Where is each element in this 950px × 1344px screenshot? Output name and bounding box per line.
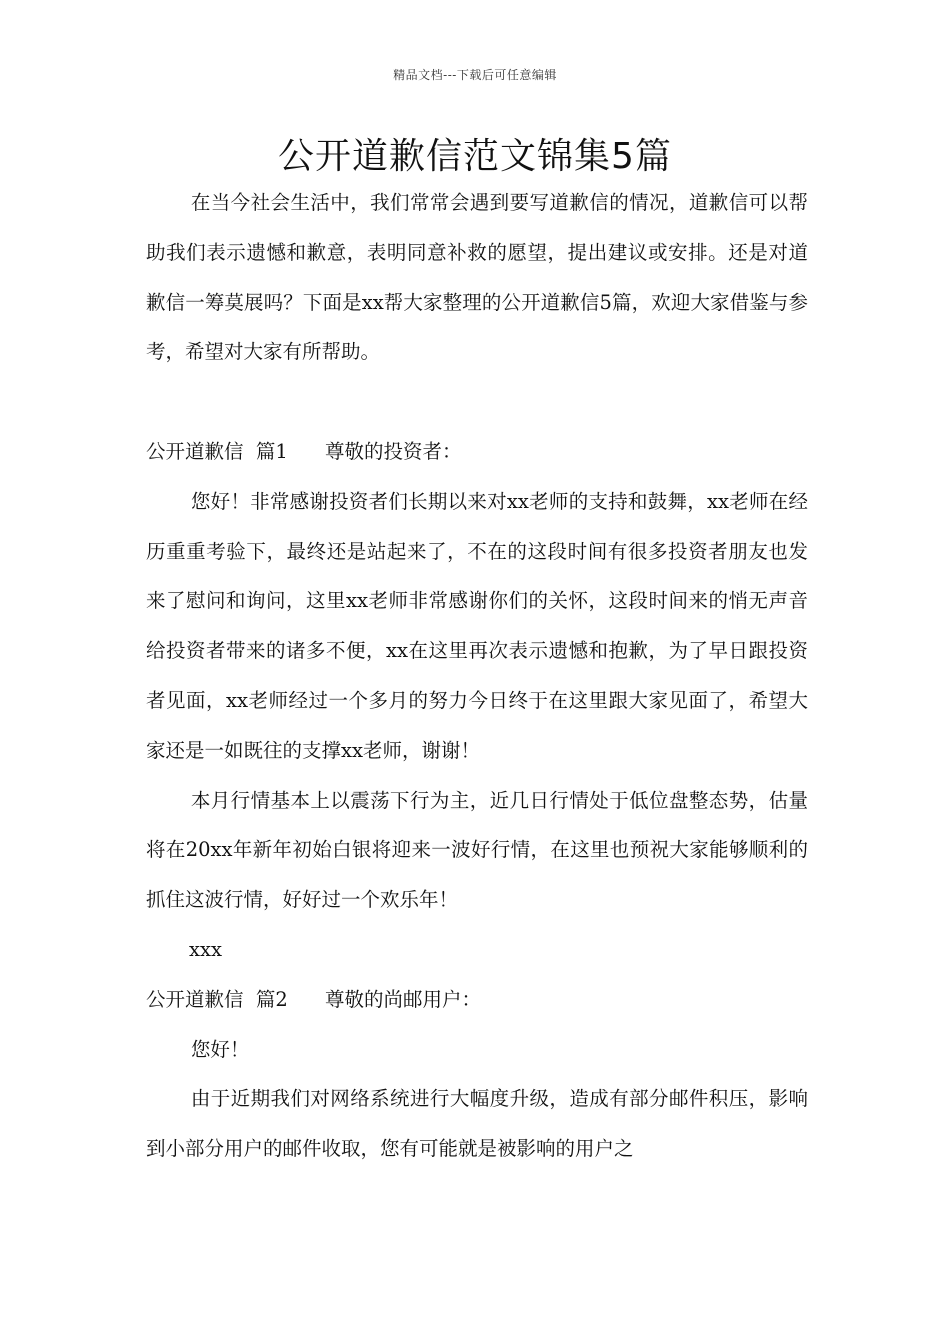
letter2-greeting: 您好！	[190, 1037, 250, 1061]
header-note: 精品文档---下载后可任意编辑	[393, 68, 557, 82]
document-title: 公开道歉信范文锦集5篇	[278, 136, 672, 177]
letter2-salutation: 尊敬的尚邮用户：	[325, 987, 482, 1011]
letter1-paragraph-2: 本月行情基本上以震荡下行为主，近几日行情处于低位盘整态势，估量将在20xx年新年初始白银将迎来一波好行情，在这里也预祝大家能够顺利的抓住这波行情，好好过一个欢乐年！	[146, 788, 808, 912]
letter1-heading-line	[146, 427, 808, 477]
letter2-heading-line	[146, 975, 808, 1025]
letter1-paragraph-1: 您好！非常感谢投资者们长期以来对xx老师的支持和鼓舞，xx老师在经历重重考验下，最终还是站起来了，不在的这段时间有很多投资者朋友也发来了慰问和询问，这里xx老师非常感谢你们的关怀，这段时间来的悄无声音给投资者带来的诸多不便，xx在这里再次表示遗憾和抱歉，为了早日跟投资者见面，xx老师经过一个多月的努力今日终于在这里跟大家见面了，希望大家还是一如既往的支撑xx老师，谢谢！	[146, 489, 808, 762]
letter2-paragraph-1: 由于近期我们对网络系统进行大幅度升级，造成有部分邮件积压，影响到小部分用户的邮件收取，您有可能就是被影响的用户之	[146, 1087, 808, 1161]
letter1-heading: 公开道歉信 篇1	[146, 439, 288, 463]
intro-paragraph: 在当今社会生活中，我们常常会遇到要写道歉信的情况，道歉信可以帮助我们表示遗憾和歉意，表明同意补救的愿望，提出建议或安排。还是对道歉信一筹莫展吗？下面是xx帮大家整理的公开道歉信5篇，欢迎大家借鉴与参考，希望对大家有所帮助。	[146, 191, 808, 364]
document-body	[146, 178, 808, 1174]
letter2-heading: 公开道歉信 篇2	[146, 987, 288, 1011]
letter1-signature: xxx	[189, 937, 222, 961]
letter1-salutation: 尊敬的投资者：	[325, 439, 462, 463]
